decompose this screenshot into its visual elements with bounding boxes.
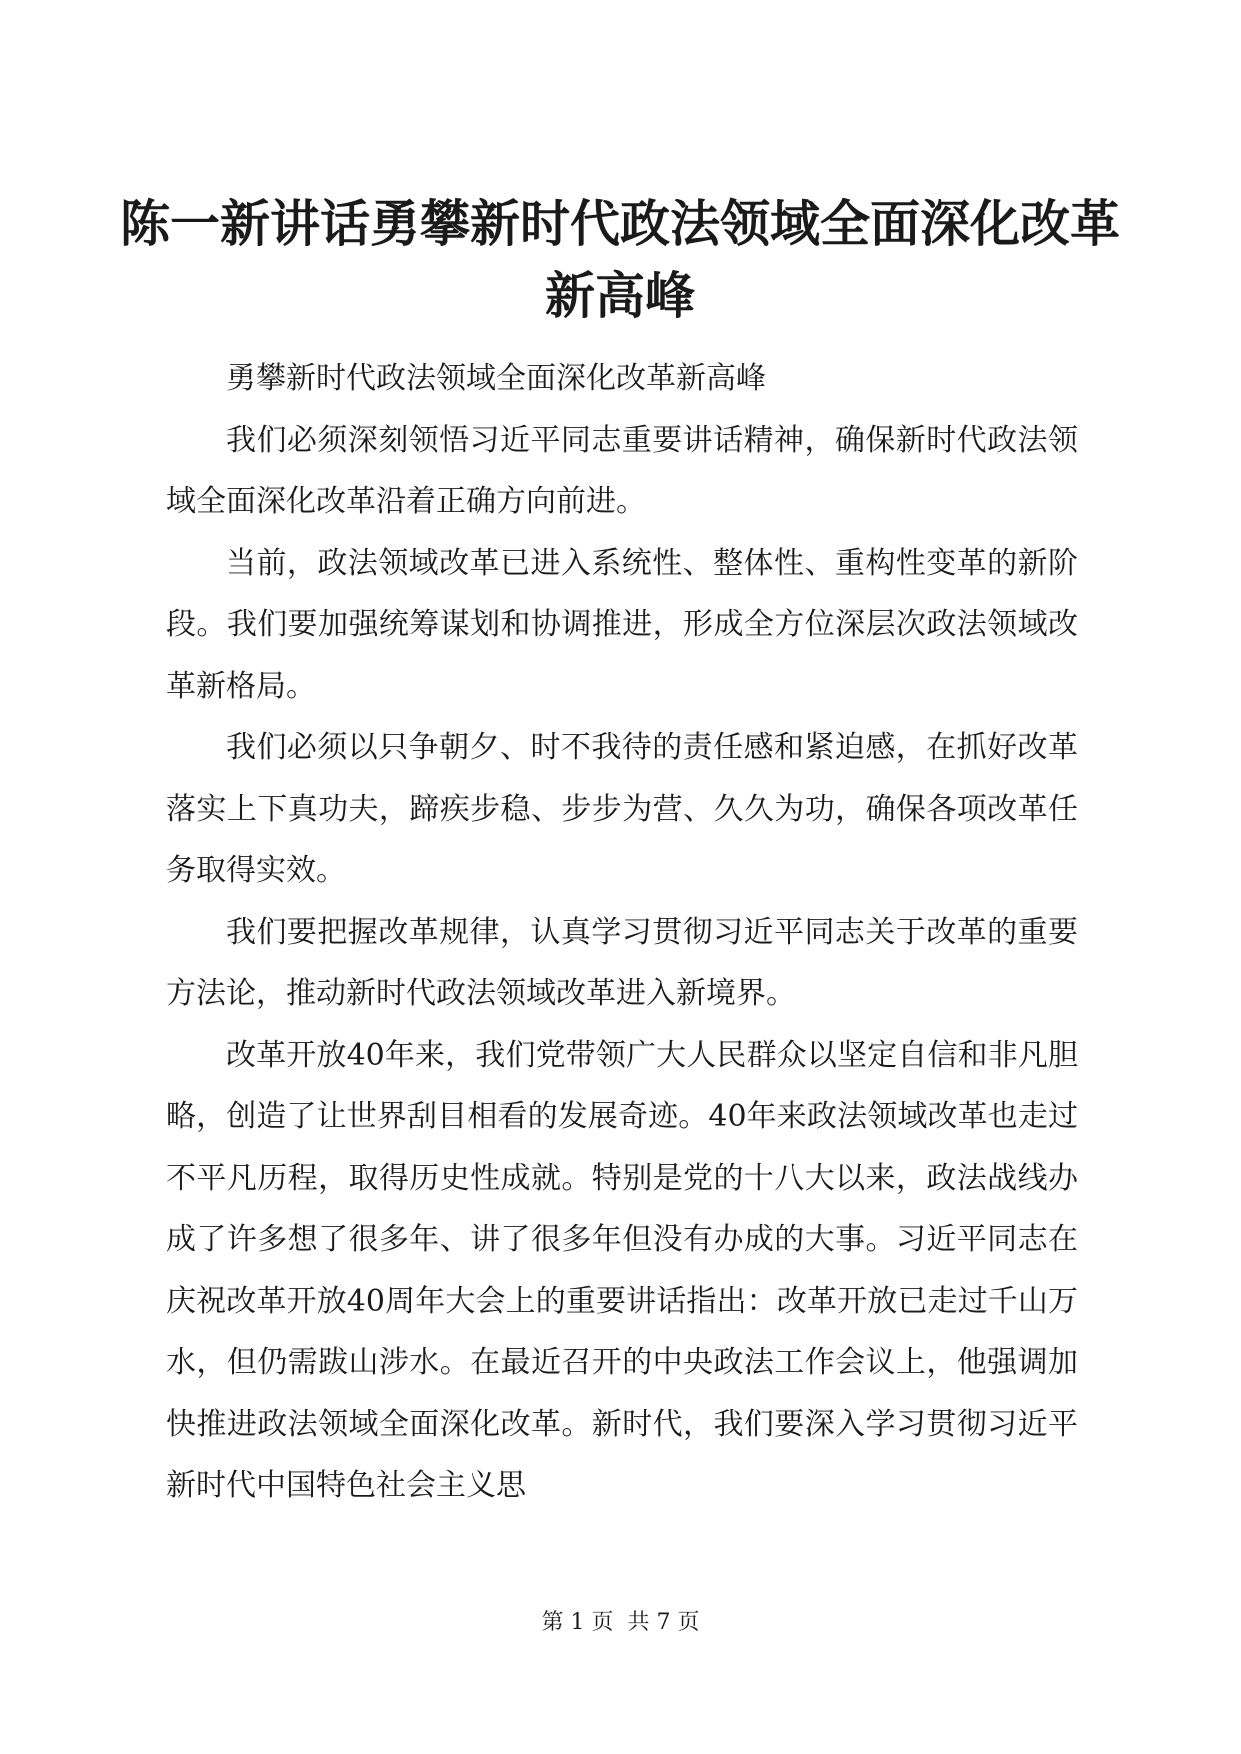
subtitle-paragraph: 勇攀新时代政法领域全面深化改革新高峰 — [226, 361, 766, 396]
page-footer — [0, 1608, 1241, 1638]
document-title — [120, 188, 1120, 332]
body-paragraph: 我们必须深刻领悟习近平同志重要讲话精神，确保新时代政法领域全面深化改革沿着正确方向前进。 — [166, 422, 1078, 519]
document-title-line-2: 新高峰 — [545, 266, 695, 325]
body-paragraph: 我们必须以只争朝夕、时不我待的责任感和紧迫感，在抓好改革落实上下真功夫，蹄疾步稳、步步为营、久久为功，确保各项改革任务取得实效。 — [166, 730, 1078, 888]
document-title-line-1: 陈一新讲话勇攀新时代政法领域全面深化改革 — [120, 194, 1120, 253]
body-paragraph: 改革开放40年来，我们党带领广大人民群众以坚定自信和非凡胆略，创造了让世界刮目相看的发展奇迹。40年来政法领域改革也走过不平凡历程，取得历史性成就。特别是党的十八大以来，政法战线办成了许多想了很多年、讲了很多年但没有办成的大事。习近平同志在庆祝改革开放40周年大会上的重要讲话指出：改革开放已走过千山万水，但仍需跋山涉水。在最近召开的中央政法工作会议上，他强调加快推进政法领域全面深化改革。新时代，我们要深入学习贯彻习近平新时代中国特色社会主义思 — [166, 1037, 1078, 1503]
body-paragraph: 我们要把握改革规律，认真学习贯彻习近平同志关于改革的重要方法论，推动新时代政法领域改革进入新境界。 — [166, 914, 1078, 1011]
document-body — [166, 348, 1078, 1517]
body-paragraph: 当前，政法领域改革已进入系统性、整体性、重构性变革的新阶段。我们要加强统筹谋划和协调推进，形成全方位深层次政法领域改革新格局。 — [166, 545, 1078, 704]
page-number-label: 第 1 页 共 7 页 — [541, 1610, 700, 1635]
